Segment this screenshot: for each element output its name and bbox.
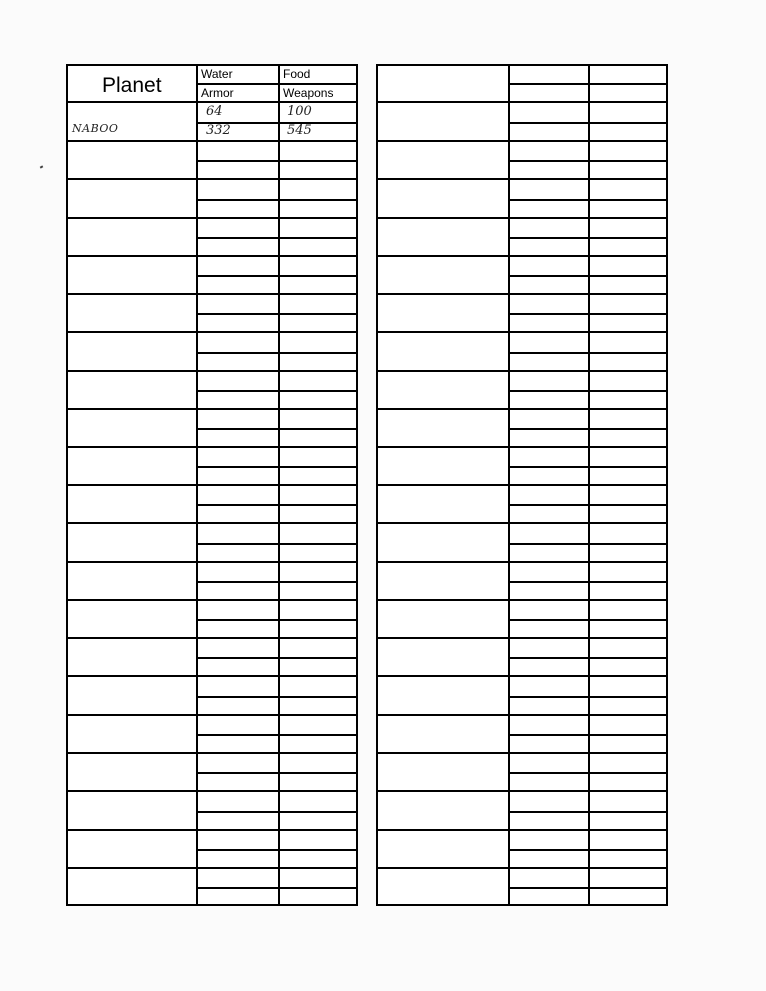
right-subrow-divider: [508, 849, 668, 851]
left-subrow-divider: [196, 543, 358, 545]
right-row-divider: [376, 178, 668, 180]
right-subrow-divider: [508, 504, 668, 506]
armor-value: 332: [206, 123, 231, 138]
left-row-divider: [66, 714, 358, 716]
left-subrow-divider: [196, 313, 358, 315]
water-value: 64: [206, 104, 223, 119]
left-subrow-divider: [196, 849, 358, 851]
scan-mark: [40, 165, 44, 168]
right-row-divider: [376, 675, 668, 677]
left-row-divider: [66, 867, 358, 869]
right-row-divider: [376, 140, 668, 142]
left-subrow-divider: [196, 199, 358, 201]
left-subrow-divider: [196, 811, 358, 813]
left-row-divider: [66, 484, 358, 486]
right-subrow-divider: [508, 160, 668, 162]
right-subrow-divider: [508, 122, 668, 124]
left-row-divider: [66, 217, 358, 219]
left-subrow-divider: [196, 887, 358, 889]
left-subrow-divider: [196, 696, 358, 698]
left-subrow-divider: [196, 83, 358, 85]
left-row-divider: [66, 637, 358, 639]
right-row-divider: [376, 446, 668, 448]
planet-name-entry: NABOO: [72, 122, 119, 135]
armor-header: Armor: [201, 86, 234, 100]
right-row-divider: [376, 408, 668, 410]
right-row-divider: [376, 101, 668, 103]
right-row-divider: [376, 752, 668, 754]
left-row-divider: [66, 101, 358, 103]
right-subrow-divider: [508, 390, 668, 392]
left-subrow-divider: [196, 352, 358, 354]
left-row-divider: [66, 829, 358, 831]
food-header: Food: [283, 67, 311, 81]
right-row-divider: [376, 331, 668, 333]
left-row-divider: [66, 331, 358, 333]
right-row-divider: [376, 217, 668, 219]
right-subrow-divider: [508, 83, 668, 85]
right-subrow-divider: [508, 772, 668, 774]
right-row-divider: [376, 867, 668, 869]
right-subrow-divider: [508, 352, 668, 354]
right-subrow-divider: [508, 887, 668, 889]
right-row-divider: [376, 637, 668, 639]
right-subrow-divider: [508, 428, 668, 430]
right-row-divider: [376, 293, 668, 295]
left-subrow-divider: [196, 734, 358, 736]
right-subrow-divider: [508, 734, 668, 736]
left-subrow-divider: [196, 160, 358, 162]
right-row-divider: [376, 484, 668, 486]
left-row-divider: [66, 790, 358, 792]
left-subrow-divider: [196, 428, 358, 430]
right-subrow-divider: [508, 313, 668, 315]
right-subrow-divider: [508, 581, 668, 583]
right-row-divider: [376, 829, 668, 831]
left-row-divider: [66, 255, 358, 257]
right-subrow-divider: [508, 657, 668, 659]
left-row-divider: [66, 408, 358, 410]
left-row-divider: [66, 293, 358, 295]
left-row-divider: [66, 561, 358, 563]
right-subrow-divider: [508, 275, 668, 277]
left-subrow-divider: [196, 390, 358, 392]
right-subrow-divider: [508, 199, 668, 201]
left-row-divider: [66, 140, 358, 142]
right-subrow-divider: [508, 619, 668, 621]
left-row-divider: [66, 446, 358, 448]
left-row-divider: [66, 522, 358, 524]
right-row-divider: [376, 370, 668, 372]
right-subrow-divider: [508, 543, 668, 545]
left-subrow-divider: [196, 275, 358, 277]
right-row-divider: [376, 561, 668, 563]
right-row-divider: [376, 255, 668, 257]
left-row-divider: [66, 370, 358, 372]
planet-header: Planet: [102, 74, 162, 97]
right-row-divider: [376, 714, 668, 716]
right-subrow-divider: [508, 696, 668, 698]
right-subrow-divider: [508, 466, 668, 468]
left-subrow-divider: [196, 504, 358, 506]
right-subrow-divider: [508, 811, 668, 813]
left-subrow-divider: [196, 772, 358, 774]
left-subrow-divider: [196, 466, 358, 468]
right-subrow-divider: [508, 237, 668, 239]
right-row-divider: [376, 790, 668, 792]
weapons-value: 545: [287, 123, 312, 138]
food-value: 100: [287, 104, 312, 119]
left-subrow-divider: [196, 581, 358, 583]
right-row-divider: [376, 599, 668, 601]
weapons-header: Weapons: [283, 86, 334, 100]
left-subrow-divider: [196, 237, 358, 239]
left-row-divider: [66, 178, 358, 180]
water-header: Water: [201, 67, 233, 81]
left-subrow-divider: [196, 619, 358, 621]
left-row-divider: [66, 599, 358, 601]
left-row-divider: [66, 752, 358, 754]
left-row-divider: [66, 675, 358, 677]
left-subrow-divider: [196, 657, 358, 659]
right-row-divider: [376, 522, 668, 524]
